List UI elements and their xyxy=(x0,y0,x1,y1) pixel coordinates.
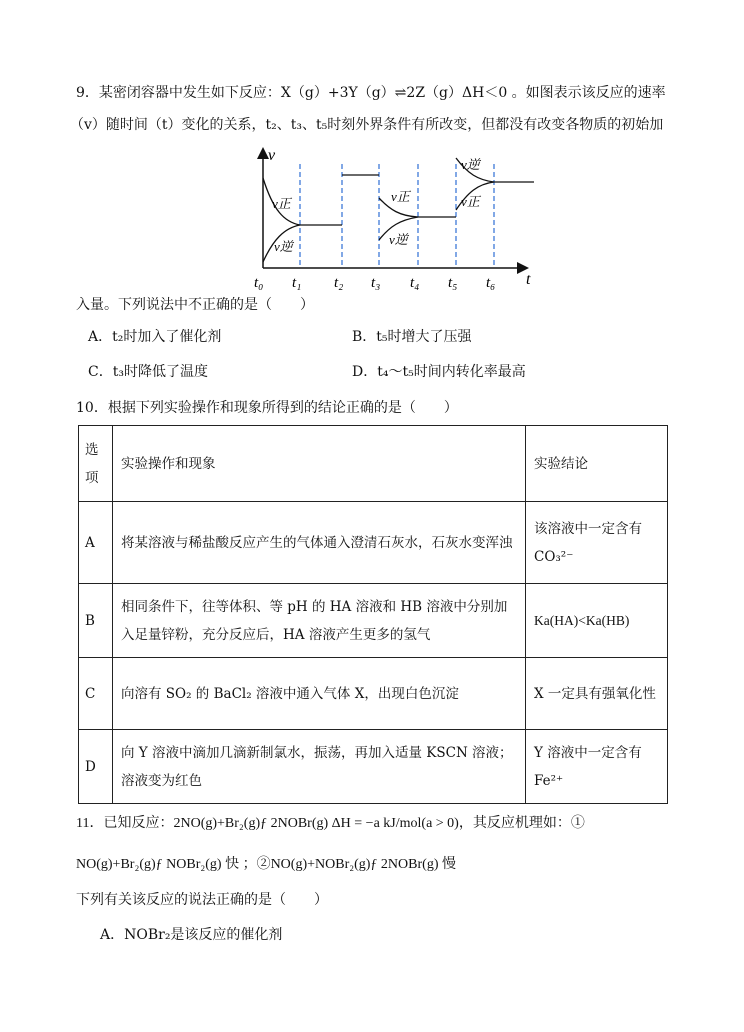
tick-t1: t₁ xyxy=(292,275,302,291)
q9-option-d: D．t₄～t₅时间内转化率最高 xyxy=(352,364,526,380)
q9-option-b: B．t₅时增大了压强 xyxy=(352,329,472,345)
q11-mechanism-line: NO(g)+Br₂(g)ƒ NOBr₂(g) 快 ；②NO(g)+NOBr₂(g)ƒ 2NOBr(g) 慢 xyxy=(76,857,456,872)
tick-t4: t₄ xyxy=(410,275,420,291)
tick-t2: t₂ xyxy=(334,275,344,291)
row-c-operation: 向溶有 SO₂ 的 BaCl₂ 溶液中通入气体 X，出现白色沉淀 xyxy=(113,658,526,730)
tick-t5: t₅ xyxy=(448,275,458,291)
q9-option-a: A．t₂时加入了催化剂 xyxy=(88,329,222,345)
q10-stem: 10．根据下列实验操作和现象所得到的结论正确的是（ ） xyxy=(76,400,458,416)
row-a-option: A xyxy=(79,502,113,584)
q11-stem-line1: 11．已知反应：2NO(g)+Br₂(g)ƒ 2NOBr(g) ΔH = −a kJ/mol(a > 0)，其反应机理如：① xyxy=(76,816,585,831)
table-row xyxy=(79,584,668,658)
header-operation: 实验操作和现象 xyxy=(113,426,526,502)
y-axis-label: v xyxy=(268,147,276,164)
row-b-option: B xyxy=(79,584,113,658)
row-d-conclusion: Y 溶液中一定含有 Fe²⁺ xyxy=(526,730,668,804)
q9-stem-line2: （v）随时间（t）变化的关系，t₂、t₃、t₅时刻外界条件有所改变，但都没有改变各物质的初始加 xyxy=(70,117,664,133)
row-d-operation: 向 Y 溶液中滴加几滴新制氯水，振荡，再加入适量 KSCN 溶液；溶液变为红色 xyxy=(113,730,526,804)
x-axis-label: t xyxy=(526,271,531,288)
q10-table xyxy=(78,425,668,804)
table-row xyxy=(79,658,668,730)
row-c-conclusion: X 一定具有强氧化性 xyxy=(526,658,668,730)
label-rev-t3: v逆 xyxy=(389,232,408,247)
row-b-conclusion: Ka(HA)<Ka(HB) xyxy=(526,584,668,658)
header-option: 选项 xyxy=(79,426,113,502)
q11-option-a: A．NOBr₂是该反应的催化剂 xyxy=(100,927,283,943)
row-a-operation: 将某溶液与稀盐酸反应产生的气体通入澄清石灰水，石灰水变浑浊 xyxy=(113,502,526,584)
header-conclusion: 实验结论 xyxy=(526,426,668,502)
row-a-conclusion: 该溶液中一定含有CO₃²⁻ xyxy=(526,502,668,584)
tick-t6: t₆ xyxy=(486,275,496,291)
label-fwd-t5: v正 xyxy=(461,194,480,209)
q9-stem-line1: 9．某密闭容器中发生如下反应：X（g）+3Y（g）⇌2Z（g）ΔH＜0 。如图表示该反应的速率 xyxy=(76,85,666,101)
label-fwd-t0: v正 xyxy=(272,196,291,211)
q9-option-c: C．t₃时降低了温度 xyxy=(88,364,208,380)
tick-t3: t₃ xyxy=(371,275,381,291)
tick-t0: t₀ xyxy=(254,275,264,291)
table-header-row xyxy=(79,426,668,502)
row-d-option: D xyxy=(79,730,113,804)
table-row xyxy=(79,730,668,804)
label-fwd-t3: v正 xyxy=(391,189,410,204)
rate-time-graph xyxy=(248,144,548,296)
label-rev-t5: v逆 xyxy=(461,157,480,172)
row-b-operation: 相同条件下，往等体积、等 pH 的 HA 溶液和 HB 溶液中分别加入足量锌粉，充分反应后，HA 溶液产生更多的氢气 xyxy=(113,584,526,658)
table-row xyxy=(79,502,668,584)
q11-stem-line3: 下列有关该反应的说法正确的是（ ） xyxy=(76,892,328,908)
q9-stem-line3: 入量。下列说法中不正确的是（ ） xyxy=(76,297,314,313)
label-rev-t0: v逆 xyxy=(274,239,293,254)
row-c-option: C xyxy=(79,658,113,730)
